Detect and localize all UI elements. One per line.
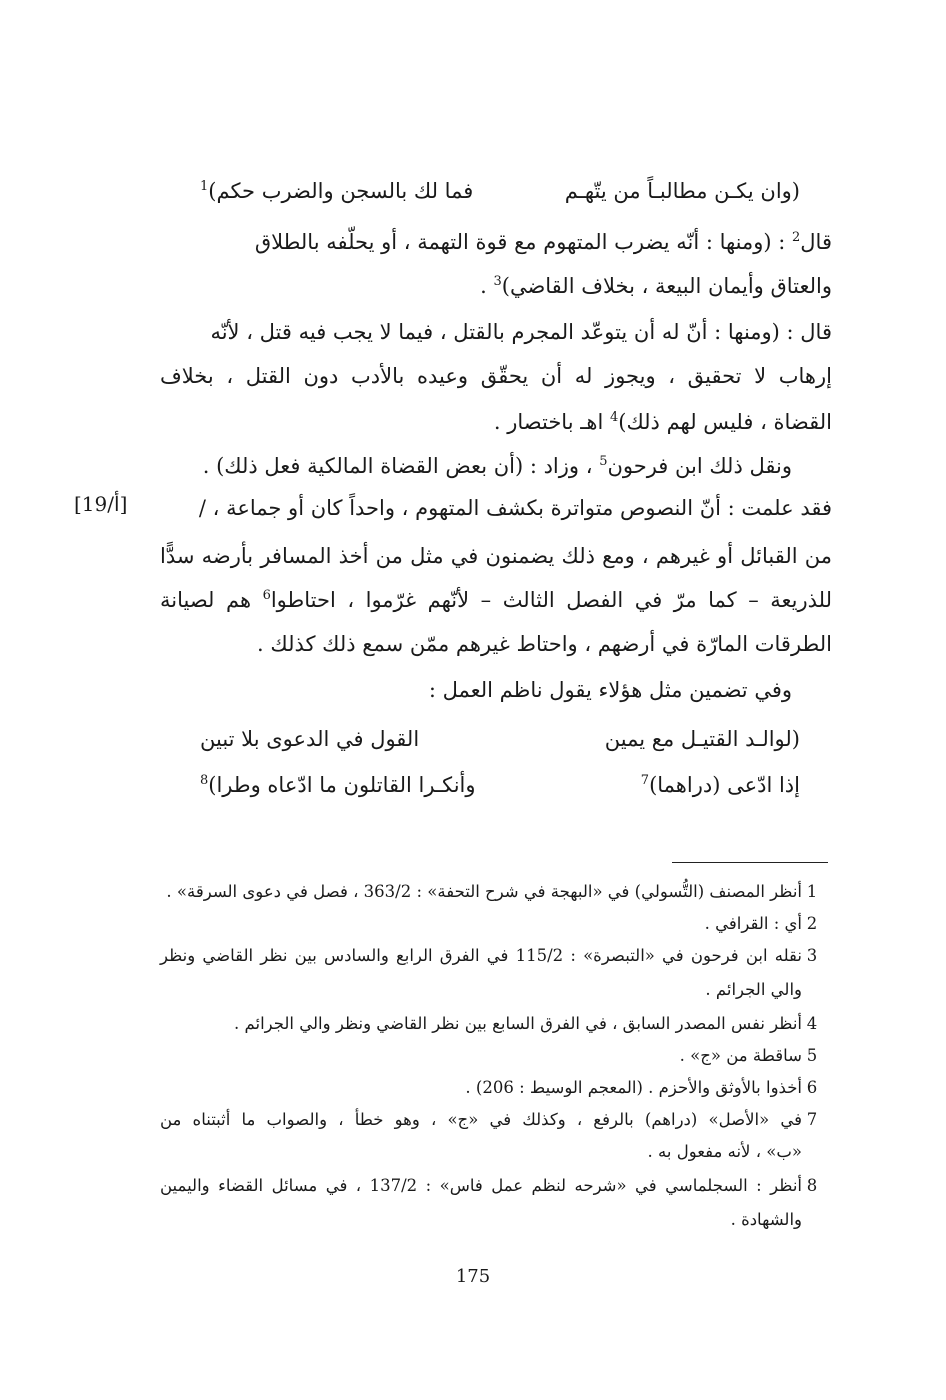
paragraph-line: إرهاب لا تحقيق ، ويجوز له أن يحقّق وعيده بالأدب دون القتل ، بخلاف: [160, 364, 832, 388]
footnote-text: نقله ابن فرحون في «التبصرة» : 115/2 في الفرق الرابع والسادس بين نظر القاضي ونظر: [160, 946, 803, 965]
paragraph-line: ونقل ذلك ابن فرحون$^5$ ، وزاد : (أن بعض القضاة المالكية فعل ذلك) .: [202, 454, 792, 478]
verse-2-left: القول في الدعوى بلا تبين: [200, 727, 420, 751]
footnote-ref-7: 7: [640, 773, 650, 788]
paragraph-line: فقد علمت : أنّ النصوص متواترة بكشف المتهوم ، واحداً كان أو جماعة ، /: [198, 496, 832, 520]
footnote-text: أي : القرافي .: [704, 914, 802, 933]
paragraph-line: الطرقات المارّة في أرضهم ، واحتاط غيرهم ممّن سمع ذلك كذلك .: [257, 632, 832, 656]
footnote-text: أنظر نفس المصدر السابق ، في الفرق السابع بين نظر القاضي ونظر والي الجرائم .: [234, 1014, 802, 1033]
footnote-text: «ب» ، لأنه مفعول به .: [647, 1142, 802, 1161]
footnote-ref-5: 5: [599, 454, 608, 469]
footnote-text: والي الجرائم .: [705, 980, 802, 999]
verse-1-right: (وان يكـن مطالبـاً من يتّهـم: [564, 179, 800, 203]
verse-3: [200, 766, 800, 804]
footnote-ref-3: 3: [493, 274, 502, 289]
footnote-number: 4: [806, 1014, 818, 1033]
footnote-separator: [672, 862, 828, 863]
verse-3-left: وأنكـرا القاتلون ما ادّعاه وطرا)$^8$: [200, 773, 476, 797]
verse-1-left: فما لك بالسجن والضرب حكم)$^1$: [200, 179, 474, 203]
footnote-number: 1: [806, 882, 818, 901]
verse-3-right: إذا ادّعى (دراهما)$^7$: [640, 773, 800, 797]
footnote-ref-4: 4: [609, 410, 619, 425]
footnote-number: 8: [806, 1176, 818, 1195]
footnote-number: 3: [806, 946, 818, 965]
paragraph-line: والعتاق وأيمان البيعة ، بخلاف القاضي)$^3$ .: [480, 274, 832, 298]
verse-2: [200, 720, 800, 758]
paragraph-line: وفي تضمين مثل هؤلاء يقول ناظم العمل :: [428, 678, 792, 702]
footnote-number: 5: [806, 1046, 818, 1065]
verse-1: [200, 172, 800, 210]
verse-2-right: (لوالـد القتيـل مع يمين: [604, 727, 800, 751]
paragraph-line: للذريعة – كما مرّ في الفصل الثالث – لأنّهم غرّموا ، احتاطوا$^6$ هم لصيانة: [160, 588, 832, 612]
page-number: 175: [455, 1266, 491, 1287]
footnote-number: 6: [806, 1078, 818, 1097]
manuscript-folio-marker: [19/أ]: [74, 492, 128, 516]
paragraph-line: من القبائل أو غيرهم ، ومع ذلك يضمنون في مثل من أخذ المسافر بأرضه سدًّا: [160, 544, 832, 568]
footnote-text: ساقطة من «ج» .: [679, 1046, 802, 1065]
footnote-text: أنظر : السجلماسي في «شرحه لنظم عمل فاس» : 137/2 ، في مسائل القضاء واليمين: [160, 1176, 802, 1195]
paragraph-line: القضاة ، فليس لهم ذلك)$^4$ اهـ باختصار .: [493, 410, 832, 434]
footnote-ref-2: 2: [792, 230, 801, 245]
footnote-ref-8: 8: [200, 773, 209, 788]
footnote-number: 7: [806, 1110, 818, 1129]
footnote-text: والشهادة .: [730, 1210, 802, 1229]
paragraph-line: قال$^2$ : (ومنها : أنّه يضرب المتهوم مع قوة التهمة ، أو يحلّفه بالطلاق: [254, 230, 832, 254]
footnote-number: 2: [806, 914, 818, 933]
footnote-ref-6: 6: [262, 588, 271, 603]
footnote-text: في «الأصل» (دراهم) بالرفع ، وكذلك في «ج» ، وهو خطأ ، والصواب ما أثبتناه من: [160, 1110, 802, 1129]
paragraph-line: قال : (ومنها : أنّ له أن يتوعّد المجرم بالقتل ، فيما لا يجب فيه قتل ، لأنّه: [210, 320, 832, 344]
footnote-text: أخذوا بالأوثق والأحزم . (المعجم الوسيط : 206) .: [465, 1078, 802, 1097]
footnote-ref-1: 1: [200, 179, 209, 194]
footnote-text: أنظر المصنف (التُّسولي) في «البهجة في شرح التحفة» : 363/2 ، فصل في دعوى السرقة» .: [166, 882, 802, 901]
